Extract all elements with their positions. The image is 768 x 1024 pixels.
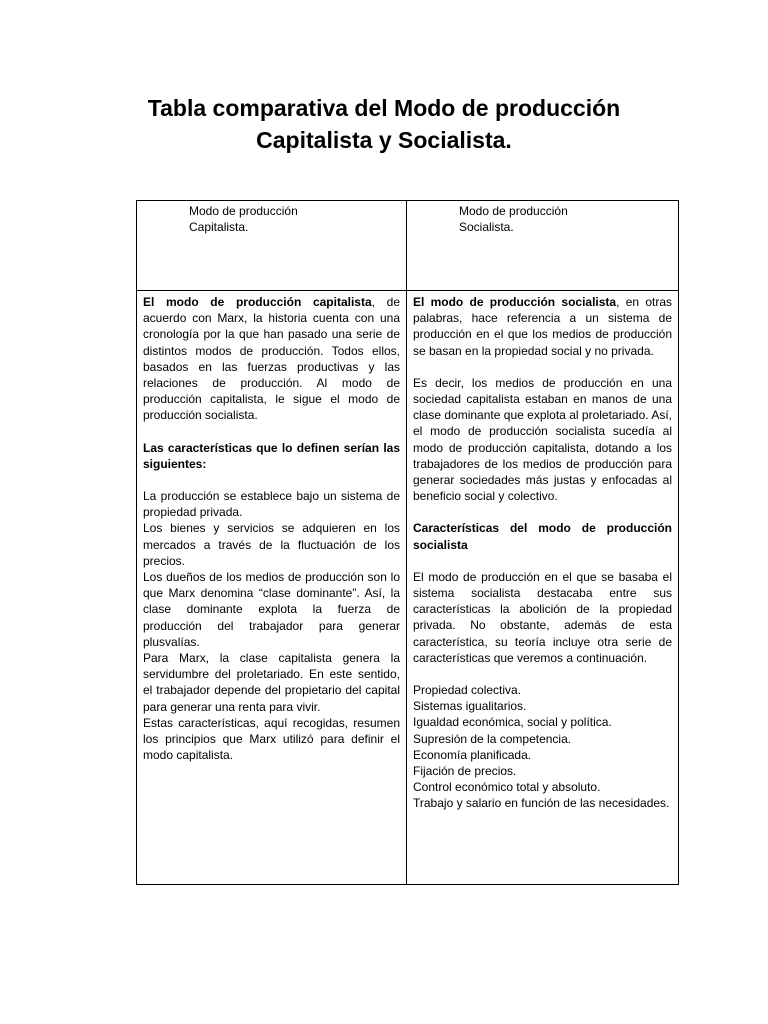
header-capitalist [137,201,407,291]
socialist-item: Propiedad colectiva. [413,683,522,698]
document-title [80,92,688,156]
socialist-features-heading: Características del modo de producción socialista [413,521,672,552]
capitalist-item: Para Marx, la clase capitalista genera la servidumbre del proletariado. En este sentido, el trabajador depende del propietario del capital para generar una renta para vivir. [143,651,400,714]
socialist-item: Fijación de precios. [413,764,517,779]
capitalist-features-heading: Las características que lo definen serían las siguientes: [143,440,400,471]
socialist-intro-bold: El modo de producción socialista [413,295,617,309]
socialist-item: Igualdad económica, social y política. [413,715,612,730]
socialist-cell [407,291,679,885]
table-body-row [137,291,679,885]
title-line-2: Capitalista y Socialista. [256,127,512,153]
comparison-table [136,200,679,885]
capitalist-item: Estas características, aquí recogidas, resumen los principios que Marx utilizó para definir el modo capitalista. [143,715,400,763]
socialist-item: Control económico total y absoluto. [413,780,601,795]
header-socialist-line-2: Socialista. [459,220,514,235]
socialist-item: Economía planificada. [413,747,532,762]
capitalist-cell [137,291,407,885]
header-socialist [407,201,679,291]
socialist-paragraph-2: Es decir, los medios de producción en una sociedad capitalista estaban en manos de una clase dominante que explota al proletariado. Así, el modo de producción socialista sucedía al modo de producción capitalista, dotando a los trabajadores de los medios de producción para generar sociedades más justas y enfocadas al beneficio social y colectivo. [413,375,672,504]
socialist-item: Supresión de la competencia. [413,731,572,746]
capitalist-item: Los dueños de los medios de producción son lo que Marx denomina “clase dominante”. Así, la clase dominante explota la fuerza de producción del trabajador para generar plusvalías. [143,570,400,649]
socialist-intro [413,294,672,359]
capitalist-item: Los bienes y servicios se adquieren en los mercados a través de la fluctuación de los precios. [143,521,400,568]
socialist-paragraph-3: El modo de producción en el que se basaba el sistema socialista destacaba entre sus características la abolición de la propiedad privada. No obstante, además de esta característica, su teoría incluye otra serie de características que veremos a continuación. [413,569,672,665]
socialist-intro-text: , en otras palabras, hace referencia a un sistema de producción en el que los medios de producción se basan en la propiedad social y no privada. [413,295,673,358]
header-socialist-line-1: Modo de producción [459,204,568,218]
header-capitalist-line-2: Capitalista. [189,220,249,235]
capitalist-intro-text: , de acuerdo con Marx, la historia cuenta con una cronología por la que han pasado una serie de distintos modos de producción. Todos ellos, basados en las fuerzas productivas y las relaciones de producción. Al modo de producción capitalista, le sigue el modo de producción socialista. [143,295,400,423]
socialist-item: Sistemas igualitarios. [413,699,527,714]
capitalist-item: La producción se establece bajo un sistema de propiedad privada. [143,489,400,520]
header-capitalist-line-1: Modo de producción [189,204,298,218]
capitalist-intro [143,294,400,424]
table-header-row [137,201,679,291]
socialist-item: Trabajo y salario en función de las necesidades. [413,796,670,811]
title-line-1: Tabla comparativa del Modo de producción [147,95,621,121]
capitalist-intro-bold: El modo de producción capitalista [143,295,372,309]
